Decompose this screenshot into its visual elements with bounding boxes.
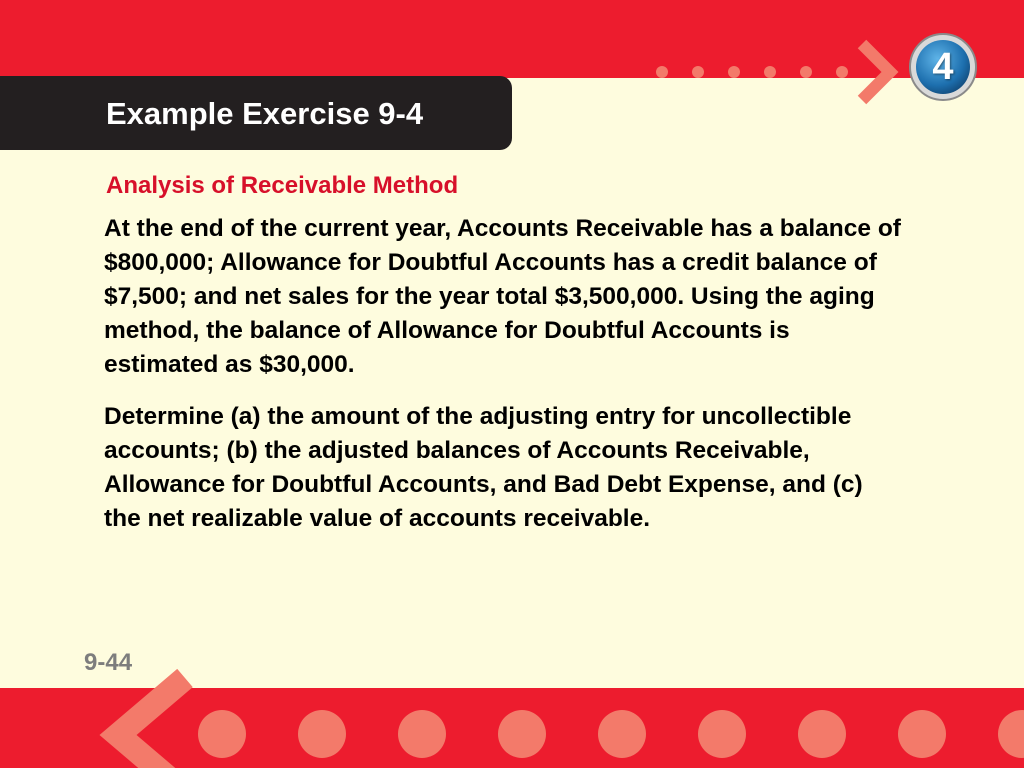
page-title: Example Exercise 9-4 [106,96,424,131]
dots-arrow-icon [640,30,900,110]
badge-number: 4 [932,46,954,88]
page-number: 9-44 [84,649,133,676]
arrow-dots-icon [0,660,1024,768]
section-subtitle: Analysis of Receivable Method [106,172,459,199]
exercise-paragraph-2: Determine (a) the amount of the adjusting entry for uncollectible accounts; (b) the adjusted balances of Accounts Receivable, Allowance for Doubtful Accounts, and Bad Debt Expense, and (c) the net realizable value of accounts receivable. [104,403,863,532]
exercise-paragraph-1: At the end of the current year, Accounts Receivable has a balance of $800,000; Allowance for Doubtful Accounts has a credit balance of $7,500; and net sales for the year total $3,500,000. Using the aging method, the balance of Allowance for Doubtful Accounts is estimated as $30,000. [104,215,901,378]
